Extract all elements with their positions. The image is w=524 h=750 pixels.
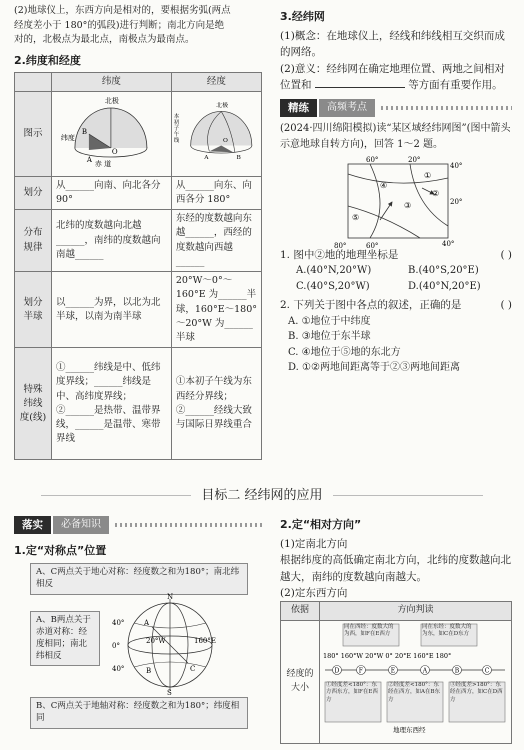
prime-meridian-label: 本初子午线 bbox=[173, 114, 180, 145]
q2-option-a[interactable]: A. ①地位于中纬度 bbox=[288, 315, 371, 327]
q1-option-a[interactable]: A.(40°N,20°W) bbox=[296, 265, 372, 277]
dir-footer: 地理东西经 bbox=[393, 726, 426, 735]
map-label: 60° bbox=[366, 156, 379, 165]
section-heading: 2.纬度和经度 bbox=[14, 54, 81, 68]
map-point: ⑤ bbox=[352, 213, 360, 223]
banner-bar bbox=[381, 106, 512, 110]
symmetric-section bbox=[14, 514, 262, 729]
banner-sub: 高频考点 bbox=[317, 99, 375, 117]
q1-option-b[interactable]: B.(40°S,20°E) bbox=[408, 265, 479, 277]
fig-e160: 160°E bbox=[194, 636, 216, 645]
q2-option-b[interactable]: B. ③地位于东半球 bbox=[288, 331, 371, 343]
lat-word-label: 纬度 bbox=[60, 134, 75, 143]
row-header-img: 图示 bbox=[15, 92, 52, 176]
knowledge-banner bbox=[14, 516, 262, 534]
q1-option-d[interactable]: D.(40°N,20°E) bbox=[408, 280, 481, 292]
q2-bracket[interactable]: ( ) bbox=[500, 299, 512, 312]
pt-b: B bbox=[454, 667, 460, 675]
section-title bbox=[0, 486, 524, 506]
lat-globe-figure bbox=[52, 92, 171, 170]
fig-lat40s: 40° bbox=[112, 664, 125, 673]
banner-tag: 精练 bbox=[280, 99, 317, 117]
special-lat-cell: ①______纬线是中、低纬度界线；______纬线是中、高纬度界线；②______是热带、温带界线，______是温带、寒带界线 bbox=[52, 348, 172, 460]
pt-c: C bbox=[484, 667, 490, 675]
point-a-label: A bbox=[86, 156, 92, 165]
dir-basis: 经度的大小 bbox=[281, 621, 320, 744]
banner-bar bbox=[115, 523, 262, 527]
fig-s: S bbox=[167, 688, 172, 697]
map-label: 40° bbox=[450, 162, 463, 171]
map-point: ④ bbox=[380, 181, 388, 191]
row-header-special: 特殊纬线度(线) bbox=[15, 348, 52, 460]
question-1 bbox=[280, 247, 512, 294]
fig-a: A bbox=[144, 618, 150, 627]
relative-direction-section bbox=[280, 514, 512, 744]
meaning-text-end: 等方面有重要作用。 bbox=[408, 78, 503, 91]
note-east: 同在东经：度数大的为东，如C在D东方 bbox=[422, 624, 472, 638]
point-o-label: O bbox=[222, 137, 228, 145]
fig-c: C bbox=[190, 664, 196, 673]
banner-sub: 必备知识 bbox=[51, 516, 109, 534]
half-lat-cell: 以______为界，以北为北半球，以南为南半球 bbox=[52, 272, 172, 348]
rel-p1: (1)定南北方向 bbox=[280, 538, 348, 551]
section-heading: 3.经纬网 bbox=[280, 10, 325, 23]
map-point: ① bbox=[424, 171, 432, 181]
dist-lon-cell: 东经的度数越向东越______，西经的度数越向西越______ bbox=[171, 210, 261, 272]
pt-d: D bbox=[334, 667, 340, 675]
map-label: 20° bbox=[408, 156, 421, 165]
lat-figure-cell bbox=[52, 92, 172, 176]
sym-figure-area bbox=[14, 592, 262, 697]
pt-a: A bbox=[422, 667, 428, 675]
sym-heading: 1.定“对称点”位置 bbox=[14, 544, 107, 557]
practice-banner bbox=[280, 99, 512, 117]
map-label: 60° bbox=[366, 242, 379, 251]
concept-paragraph: (1)概念：在地球仪上，经线和纬线相互交织而成的网络。 bbox=[280, 30, 505, 59]
left-column bbox=[14, 4, 262, 460]
lon-globe-figure bbox=[172, 92, 261, 170]
note-west: 同在西经：度数大的为西，如F在E西方 bbox=[344, 624, 394, 638]
special-lon-cell: ①本初子午线为东西经分界线；②______经线大致与国际日界线重合 bbox=[171, 348, 261, 460]
point-b-label: B bbox=[81, 128, 88, 137]
fig-b: B bbox=[146, 666, 152, 675]
dir-th-read: 方向判读 bbox=[320, 602, 512, 621]
lat-lon-table bbox=[14, 72, 262, 460]
dir-th-basis: 依据 bbox=[281, 602, 320, 621]
row-header-half: 划分半球 bbox=[15, 272, 52, 348]
point-a-label: A bbox=[204, 154, 209, 162]
table-corner bbox=[15, 73, 52, 92]
note-line: 经度差小于 180°的弧段)进行判断；南北方向是绝 bbox=[14, 19, 225, 31]
direction-figure bbox=[321, 622, 509, 736]
sym-box-top: A、C两点关于地心对称：经度数之和为180°；南北纬相反 bbox=[30, 563, 248, 595]
map-label: 20° bbox=[450, 198, 463, 207]
row-header-div: 划分 bbox=[15, 176, 52, 210]
banner-tag: 落实 bbox=[14, 516, 51, 534]
fig-n: N bbox=[167, 592, 174, 601]
q1-option-c[interactable]: C.(40°S,20°W) bbox=[296, 280, 370, 292]
grid-map-figure bbox=[280, 152, 512, 251]
equator-label: 赤 道 bbox=[94, 160, 112, 169]
map-label: 80° bbox=[334, 242, 347, 251]
col-header-lat: 纬度 bbox=[52, 73, 172, 92]
q1-bracket[interactable]: ( ) bbox=[500, 249, 512, 262]
map-label: 40° bbox=[442, 240, 455, 249]
meaning-paragraph bbox=[280, 61, 512, 94]
pt-f: F bbox=[358, 667, 363, 675]
north-pole-label: 北极 bbox=[104, 97, 119, 106]
div-lon-cell: 从______向东、向西各分 180° bbox=[171, 176, 261, 210]
note-line: (2)地球仪上，东西方向是相对的，要根据劣弧(两点 bbox=[14, 5, 231, 16]
question-intro: (2024·四川绵阳模拟)读“某区域经纬网图”(图中箭头示意地球自转方向)，回答 1～2 题。 bbox=[280, 123, 511, 150]
div-lat-cell: 从______向南、向北各分 90° bbox=[52, 176, 172, 210]
q2-option-d[interactable]: D. ①②两地间距离等于②③两地间距离 bbox=[288, 362, 460, 374]
rel-p2: 根据纬度的高低确定南北方向，北纬的度数越向北越大，南纬的度数越向南越大。 bbox=[280, 554, 511, 583]
sym-box-left: A、B两点关于赤道对称：经度相同；南北纬相反 bbox=[30, 611, 100, 667]
case-1: ①经度差<180°：东方西东方，如F在E西方 bbox=[326, 682, 378, 703]
right-column bbox=[280, 4, 512, 379]
point-o-label: O bbox=[111, 148, 118, 157]
section-title-text: 目标二 经纬网的应用 bbox=[201, 488, 323, 503]
rel-p3: (2)定东西方向 bbox=[280, 586, 348, 599]
pt-e: E bbox=[390, 667, 396, 675]
note-line: 对的，北极点为最北点，南极点为最南点。 bbox=[14, 34, 195, 46]
dir-figure-cell bbox=[320, 621, 512, 744]
fig-w20: 20°W bbox=[146, 636, 166, 645]
case-2: ②经度差<180°：东经在西方，如A在B东方 bbox=[388, 682, 441, 703]
case-3: ③经度差>180°：东经在西方，如C在D西方 bbox=[450, 682, 503, 703]
q2-option-c[interactable]: C. ④地位于⑤地的东北方 bbox=[288, 346, 401, 358]
q1-stem: 1. 图中②地的地理坐标是 bbox=[280, 249, 399, 262]
answer-blank[interactable] bbox=[315, 77, 405, 88]
question-2 bbox=[280, 297, 512, 375]
sym-box-bottom: B、C两点关于地轴对称：经度数之和为180°；纬度相同 bbox=[30, 697, 248, 729]
rel-heading: 2.定“相对方向” bbox=[280, 518, 362, 531]
half-lon-cell: 20°W～0°～160°E 为______半球，160°E～180°～20°W 为______半球 bbox=[171, 272, 261, 348]
map-point: ② bbox=[432, 189, 440, 199]
axis-labels: 180° 160°W 20°W 0° 20°E 160°E 180° bbox=[323, 652, 452, 661]
row-header-dist: 分布规律 bbox=[15, 210, 52, 272]
point-b-label: B bbox=[236, 154, 241, 162]
fig-l0: 0° bbox=[112, 641, 120, 650]
col-header-lon: 经度 bbox=[171, 73, 261, 92]
meaning-text: (2)意义：经纬网在确定地理位置、两地之间相对位置和 bbox=[280, 62, 505, 91]
fig-lat40n: 40° bbox=[112, 618, 125, 627]
map-point: ③ bbox=[404, 201, 412, 211]
north-pole-label: 北极 bbox=[215, 102, 228, 110]
sym-globe-figure bbox=[110, 592, 240, 697]
dist-lat-cell: 北纬的度数越向北越______，南纬的度数越向南越______ bbox=[52, 210, 172, 272]
direction-table bbox=[280, 601, 512, 744]
lon-figure-cell bbox=[171, 92, 261, 176]
q2-stem: 2. 下列关于图中各点的叙述，正确的是 bbox=[280, 299, 462, 312]
